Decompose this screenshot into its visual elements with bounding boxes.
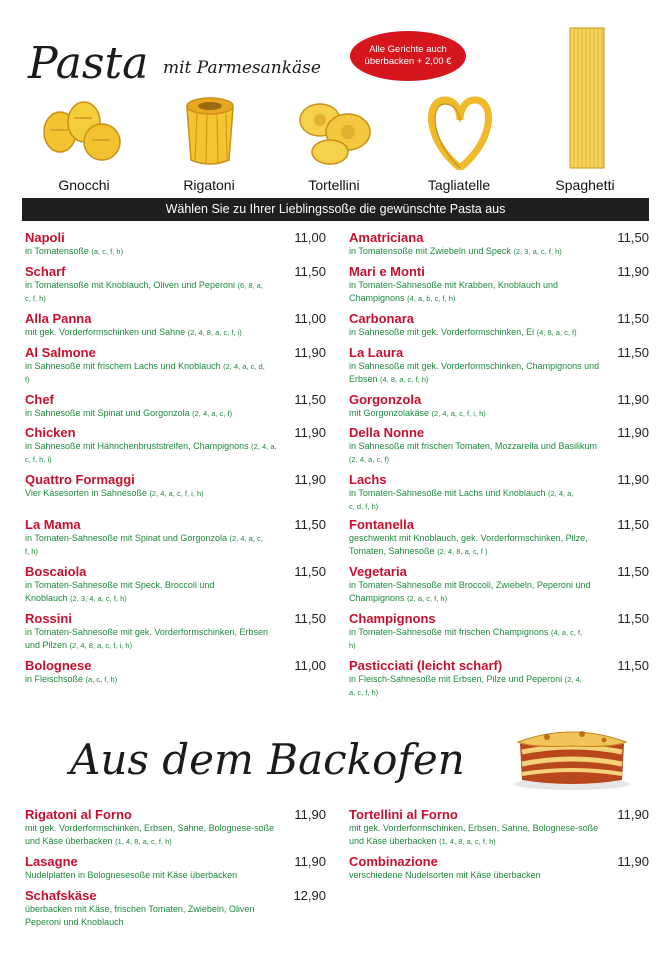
item-description: in Tomaten-Sahnesoße mit Krabben, Knoblauch und Champignons (4, a, b, c, f, h) xyxy=(349,280,558,303)
item-price: 11,90 xyxy=(617,472,649,487)
item-description: überbacken mit Käse, frischen Tomaten, Zwiebeln, Oliven Peperoni und Knoblauch xyxy=(25,904,255,927)
menu-item xyxy=(349,611,584,652)
instruction-banner: Wählen Sie zu Ihrer Lieblingssoße die gewünschte Pasta aus xyxy=(22,198,649,221)
page-subtitle: mit Parmesankäse xyxy=(163,58,321,78)
item-description: in Fleischsoße (a, c, f, h) xyxy=(25,674,118,684)
item-price: 11,00 xyxy=(294,658,326,673)
item-description: Vier Käsesorten in Sahnesoße (2, 4, a, c, f, i, h) xyxy=(25,488,204,498)
item-name: Carbonara xyxy=(349,311,415,326)
item-description: in Tomaten-Sahnesoße mit Lachs und Knoblauch (2, 4, a, c, d, f, h) xyxy=(349,488,574,511)
menu-item xyxy=(349,658,589,699)
item-name: Gorgonzola xyxy=(349,392,422,407)
item-price: 11,50 xyxy=(617,517,649,532)
pasta-label-tagliatelle: Tagliatelle xyxy=(427,177,491,193)
item-price: 11,50 xyxy=(294,264,326,279)
item-name: Quattro Formaggi xyxy=(25,472,135,487)
pasta-label-tortellini: Tortellini xyxy=(308,177,360,193)
gratin-surcharge-badge xyxy=(350,31,466,81)
item-name: Chef xyxy=(25,392,54,407)
item-description: mit gek. Vorderformschinken, Erbsen, Sahne, Bolognese-soße und Käse überbacken (1, 4, 8, a, c, f, h) xyxy=(349,823,599,846)
menu-item xyxy=(25,264,265,305)
item-price: 11,90 xyxy=(617,854,649,869)
menu-item xyxy=(349,854,599,882)
item-name: Alla Panna xyxy=(25,311,92,326)
item-name: Amatriciana xyxy=(349,230,424,245)
item-price: 11,90 xyxy=(294,807,326,822)
item-description: in Sahnesoße mit frischen Tomaten, Mozzarella und Basilikum (2, 4, a, c, f) xyxy=(349,441,597,464)
item-price: 12,90 xyxy=(293,888,326,903)
item-name: Combinazione xyxy=(349,854,438,869)
item-price: 11,50 xyxy=(294,392,326,407)
item-price: 11,50 xyxy=(294,564,326,579)
gratin-surcharge-text: Alle Gerichte auch überbacken + 2,00 € xyxy=(364,44,452,67)
item-price: 11,00 xyxy=(294,311,326,326)
menu-item xyxy=(25,807,280,848)
item-description: in Fleisch-Sahnesoße mit Erbsen, Pilze und Peperoni (2, 4, a, c, f, h) xyxy=(349,674,582,697)
menu-item xyxy=(25,345,265,386)
item-description: in Tomaten-Sahnesoße mit gek. Vorderformschinken, Erbsen und Pilzen (2, 4, 8, a, c, f, i, h) xyxy=(25,627,268,650)
pasta-label-rigatoni: Rigatoni xyxy=(183,177,235,193)
tortellini-icon xyxy=(290,90,380,170)
item-description: in Tomaten-Sahnesoße mit Spinat und Gorgonzola (2, 4, a, c, f, h) xyxy=(25,533,263,556)
item-price: 11,90 xyxy=(617,264,649,279)
gnocchi-icon xyxy=(38,90,128,170)
item-description: geschwenkt mit Knoblauch, gek. Vorderformschinken, Pilze, Tomaten, Sahnesoße (2, 4, 8, a, c, f ) xyxy=(349,533,588,556)
item-description: in Tomaten-Sahnesoße mit frischen Champignons (4, a, c, f, h) xyxy=(349,627,583,650)
item-price: 11,90 xyxy=(294,472,326,487)
menu-item xyxy=(349,425,604,466)
item-price: 11,90 xyxy=(294,345,326,360)
item-price: 11,50 xyxy=(294,517,326,532)
item-description: mit Gorgonzolakäse (2, 4, a, c, f, i, h) xyxy=(349,408,486,418)
lasagna-icon xyxy=(512,722,630,792)
item-description: verschiedene Nudelsorten mit Käse überbacken xyxy=(349,870,541,880)
item-description: in Tomatensoße (a, c, f, h) xyxy=(25,246,124,256)
item-name: Lasagne xyxy=(25,854,78,869)
item-name: Chicken xyxy=(25,425,76,440)
item-price: 11,00 xyxy=(294,230,326,245)
item-description: in Tomatensoße mit Zwiebeln und Speck (2, 3, a, c, f, h) xyxy=(349,246,562,256)
item-name: Vegetaria xyxy=(349,564,407,579)
menu-item xyxy=(25,425,280,466)
item-name: Bolognese xyxy=(25,658,92,673)
oven-section-title: Aus dem Backofen xyxy=(70,735,465,784)
item-name: Fontanella xyxy=(349,517,415,532)
item-price: 11,50 xyxy=(617,564,649,579)
item-name: Mari e Monti xyxy=(349,264,425,279)
page-title: Pasta xyxy=(28,38,149,89)
item-price: 11,50 xyxy=(617,311,649,326)
item-price: 11,90 xyxy=(294,854,326,869)
item-description: mit gek. Vorderformschinken und Sahne (2, 4, 8, a, c, f, i) xyxy=(25,327,242,337)
menu-item xyxy=(25,517,265,558)
item-name: Rigatoni al Forno xyxy=(25,807,132,822)
item-name: Lachs xyxy=(349,472,387,487)
item-price: 11,50 xyxy=(617,611,649,626)
item-name: Boscaiola xyxy=(25,564,87,579)
menu-item xyxy=(349,517,594,558)
rigatoni-icon xyxy=(165,90,255,170)
pasta-label-spaghetti: Spaghetti xyxy=(555,177,615,193)
item-description: in Tomatensoße mit Knoblauch, Oliven und Peperoni (6, 8, a, c, f, h) xyxy=(25,280,263,303)
item-description: in Sahnesoße mit Spinat und Gorgonzola (2, 4, a, c, f) xyxy=(25,408,233,418)
item-price: 11,90 xyxy=(617,392,649,407)
tagliatelle-icon xyxy=(415,90,505,170)
pasta-label-gnocchi: Gnocchi xyxy=(58,177,110,193)
item-price: 11,50 xyxy=(617,658,649,673)
item-name: La Mama xyxy=(25,517,81,532)
menu-item xyxy=(25,888,283,929)
item-description: in Tomaten-Sahnesoße mit Speck, Broccoli und Knoblauch (2, 3, 4, a, c, f, h) xyxy=(25,580,215,603)
item-name: Della Nonne xyxy=(349,425,425,440)
item-price: 11,90 xyxy=(617,807,649,822)
menu-item xyxy=(25,854,285,882)
item-name: Tortellini al Forno xyxy=(349,807,458,822)
menu-item xyxy=(349,392,609,420)
item-price: 11,90 xyxy=(617,425,649,440)
menu-item xyxy=(349,472,579,513)
item-name: Rossini xyxy=(25,611,72,626)
item-price: 11,90 xyxy=(294,425,326,440)
menu-item xyxy=(25,611,270,652)
item-name: Champignons xyxy=(349,611,436,626)
menu-item xyxy=(349,311,609,339)
item-description: Nudelplatten in Bolognesesoße mit Käse überbacken xyxy=(25,870,238,880)
item-name: Pasticciati (leicht scharf) xyxy=(349,658,503,673)
item-price: 11,50 xyxy=(294,611,326,626)
item-name: La Laura xyxy=(349,345,404,360)
item-name: Schafskäse xyxy=(25,888,97,903)
menu-item xyxy=(349,807,604,848)
item-name: Al Salmone xyxy=(25,345,96,360)
item-name: Scharf xyxy=(25,264,66,279)
menu-item xyxy=(25,564,255,605)
menu-item xyxy=(349,564,599,605)
item-description: in Sahnesoße mit frischem Lachs und Knoblauch (2, 4, a, c, d, f) xyxy=(25,361,265,384)
item-price: 11,50 xyxy=(617,230,649,245)
menu-item xyxy=(349,230,609,258)
item-description: mit gek. Vorderformschinken, Erbsen, Sahne, Bolognese-soße und Käse überbacken (1, 4, 8, a, c, f, h) xyxy=(25,823,275,846)
item-price: 11,50 xyxy=(617,345,649,360)
item-description: in Tomaten-Sahnesoße mit Broccoli, Zwiebeln, Peperoni und Champignons (2, a, c, f, h) xyxy=(349,580,591,603)
item-description: in Sahnesoße mit gek. Vorderformschinken, Champignons und Erbsen (4, 8, a, c, f, h) xyxy=(349,361,600,384)
item-description: in Sahnesoße mit gek. Vorderformschinken, Ei (4, 8, a, c, f) xyxy=(349,327,577,337)
item-name: Napoli xyxy=(25,230,65,245)
menu-item xyxy=(349,264,584,305)
item-description: in Sahnesoße mit Hähnchenbruststreifen, Champignons (2, 4, a, c, f, h, i) xyxy=(25,441,277,464)
spaghetti-icon xyxy=(562,24,612,172)
menu-item xyxy=(349,345,611,386)
